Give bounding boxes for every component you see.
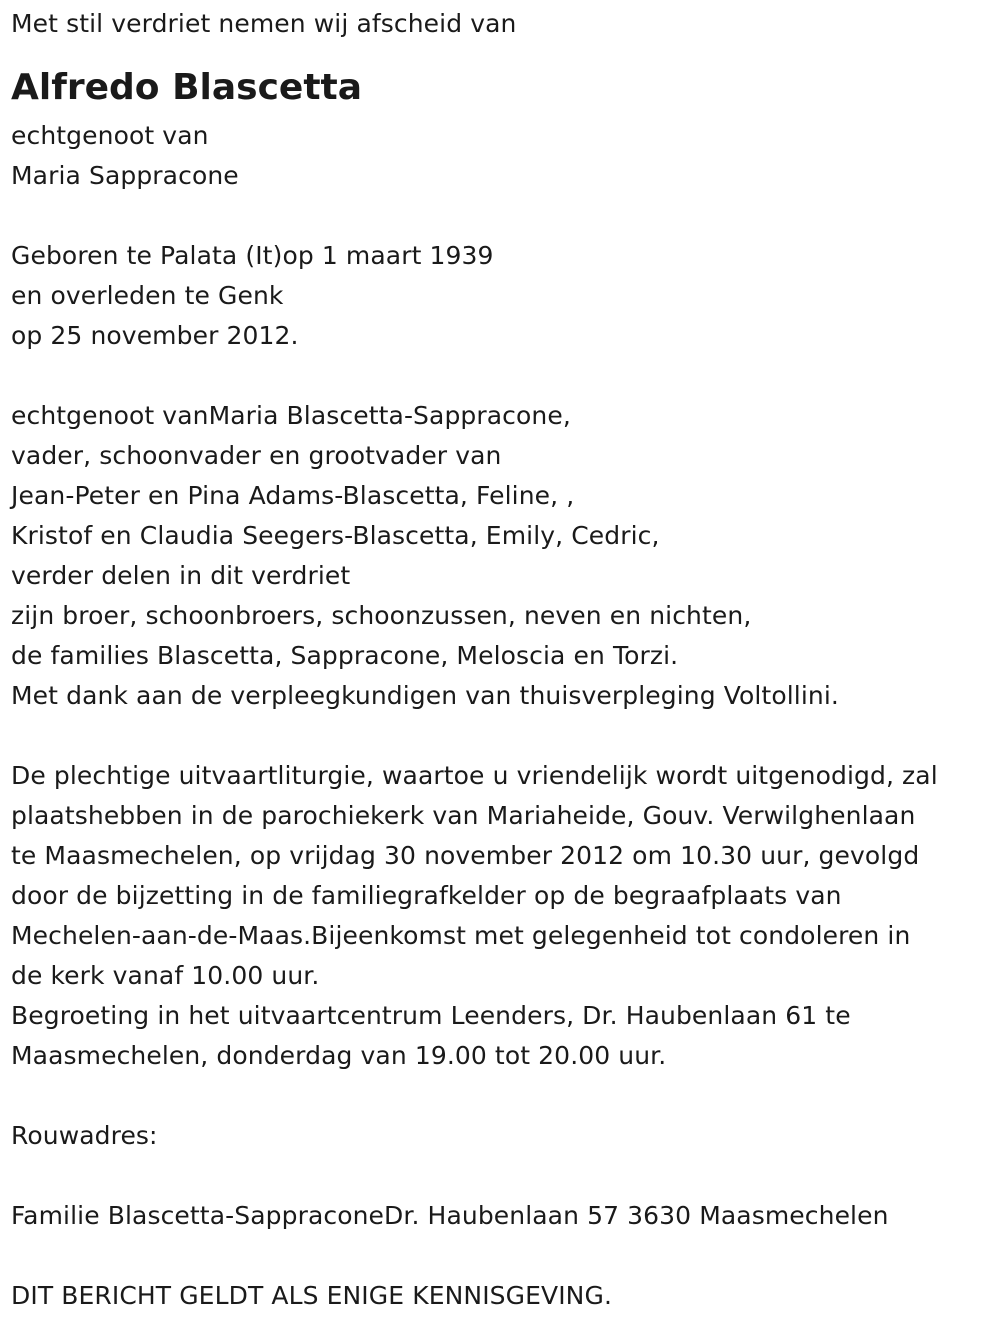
life-block bbox=[11, 236, 996, 356]
mourning-address: Familie Blascetta-SappraconeDr. Haubenlaan 57 3630 Maasmechelen bbox=[11, 1201, 889, 1230]
family-line: de families Blascetta, Sappracone, Meloscia en Torzi. bbox=[11, 641, 679, 670]
funeral-line: Mechelen-aan-de-Maas.Bijeenkomst met gelegenheid tot condoleren in bbox=[11, 921, 911, 950]
obituary-notice bbox=[11, 4, 996, 1316]
spacer bbox=[11, 716, 996, 756]
family-block bbox=[11, 396, 996, 716]
spacer bbox=[11, 1156, 996, 1196]
family-line: Met dank aan de verpleegkundigen van thuisverpleging Voltollini. bbox=[11, 681, 839, 710]
funeral-line: Maasmechelen, donderdag van 19.00 tot 20.00 uur. bbox=[11, 1041, 667, 1070]
spouse-line: echtgenoot van bbox=[11, 121, 209, 150]
intro-line: Met stil verdriet nemen wij afscheid van bbox=[11, 9, 517, 38]
spacer bbox=[11, 356, 996, 396]
funeral-line: de kerk vanaf 10.00 uur. bbox=[11, 961, 320, 990]
spouse-block bbox=[11, 116, 996, 196]
family-line: verder delen in dit verdriet bbox=[11, 561, 351, 590]
funeral-block bbox=[11, 756, 996, 1076]
funeral-line: door de bijzetting in de familiegrafkelder op de begraafplaats van bbox=[11, 881, 842, 910]
spacer bbox=[11, 1076, 996, 1116]
funeral-line: plaatshebben in de parochiekerk van Mariaheide, Gouv. Verwilghenlaan bbox=[11, 801, 916, 830]
spouse-line: Maria Sappracone bbox=[11, 161, 239, 190]
funeral-line: De plechtige uitvaartliturgie, waartoe u vriendelijk wordt uitgenodigd, zal bbox=[11, 761, 938, 790]
family-line: zijn broer, schoonbroers, schoonzussen, neven en nichten, bbox=[11, 601, 752, 630]
life-line: op 25 november 2012. bbox=[11, 321, 299, 350]
funeral-line: te Maasmechelen, op vrijdag 30 november 2012 om 10.30 uur, gevolgd bbox=[11, 841, 920, 870]
life-line: en overleden te Genk bbox=[11, 281, 284, 310]
family-line: Kristof en Claudia Seegers-Blascetta, Emily, Cedric, bbox=[11, 521, 660, 550]
spacer bbox=[11, 1236, 996, 1276]
deceased-name: Alfredo Blascetta bbox=[11, 67, 363, 108]
family-line: Jean-Peter en Pina Adams-Blascetta, Feline, , bbox=[11, 481, 575, 510]
address-label: Rouwadres: bbox=[11, 1121, 158, 1150]
life-line: Geboren te Palata (It)op 1 maart 1939 bbox=[11, 241, 494, 270]
family-line: echtgenoot vanMaria Blascetta-Sappracone, bbox=[11, 401, 571, 430]
family-line: vader, schoonvader en grootvader van bbox=[11, 441, 502, 470]
spacer bbox=[11, 196, 996, 236]
funeral-line: Begroeting in het uitvaartcentrum Leenders, Dr. Haubenlaan 61 te bbox=[11, 1001, 851, 1030]
closing-notice: DIT BERICHT GELDT ALS ENIGE KENNISGEVING. bbox=[11, 1281, 612, 1310]
